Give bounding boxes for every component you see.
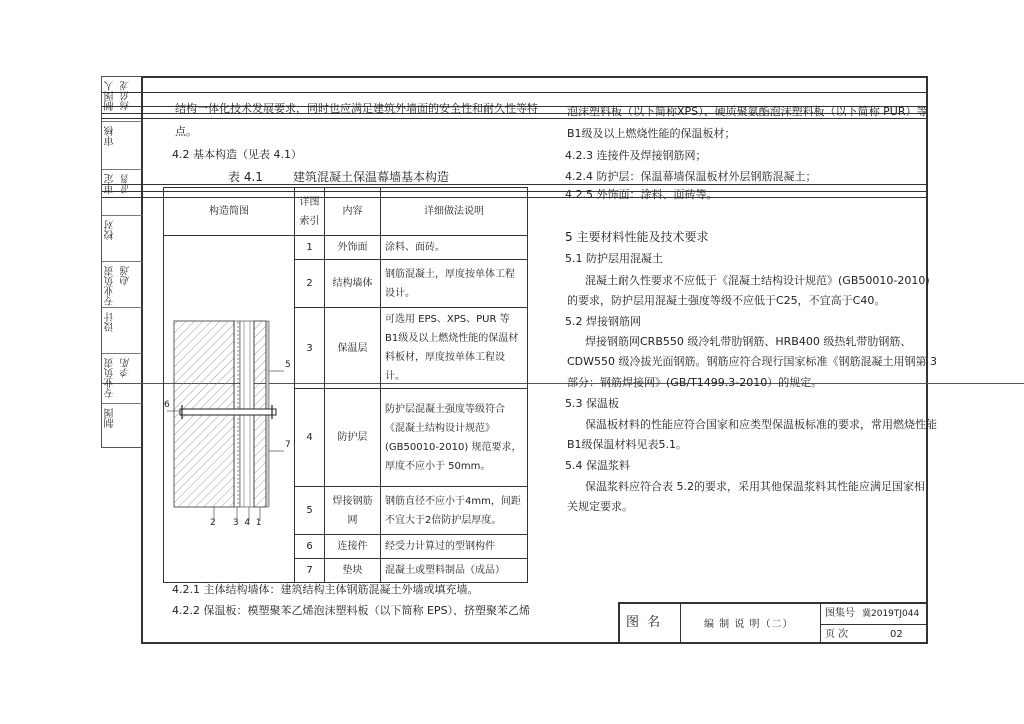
diagram-label-bottom: 2 3 4 1 (210, 518, 262, 528)
sub-5-3: 5.3 保温板 (565, 397, 619, 410)
signoff-row (102, 261, 142, 307)
para-4-2-4: 4.2.4 防护层：保温幕墙保温板材外层钢筋混凝土； (565, 170, 817, 183)
row-index: 7 (295, 559, 325, 583)
row-description: 可选用 EPS、XPS、PUR 等 B1级及以上燃烧性能的保温材料板材，厚度按单体工程设计。 (381, 308, 528, 389)
page-label: 页 次 (825, 629, 849, 640)
row-index: 2 (295, 260, 325, 308)
sub-5-2-text-a: 焊接钢筋网CRB550 级冷轧带肋钢筋、HRB400 级热轧带肋钢筋、 (585, 335, 912, 348)
sub-5-1-text-b: 的要求，防护层用混凝土强度等级不应低于C25，不宜高于C40。 (567, 294, 886, 307)
section-diagram-cell (164, 236, 295, 583)
row-content: 保温层 (325, 308, 381, 389)
signoff-row (102, 403, 142, 449)
para-4-2-5: 4.2.5 外饰面：涂料、面砖等。 (565, 188, 718, 201)
right-line-1: 泡沫塑料板（以下简称XPS）、硬质聚氨酯泡沫塑料板（以下简称 PUR）等 (567, 105, 928, 118)
title-block (618, 602, 928, 644)
sub-5-4-text-b: 关规定要求。 (567, 500, 633, 513)
figure-name-label: 图 名 (626, 615, 663, 630)
right-line-2: B1级及以上燃烧性能的保温板材； (567, 127, 736, 140)
intro-line-1: 结构一体化技术发展要求，同时也应满足建筑外墙面的安全性和耐久性等特 (175, 102, 538, 115)
row-index: 6 (295, 535, 325, 559)
set-number: 冀2019TJ044 (862, 609, 920, 619)
para-4-2-2: 4.2.2 保温板：模塑聚苯乙烯泡沫塑料板（以下简称 EPS）、挤塑聚苯乙烯 (172, 604, 531, 617)
signoff-signature: 李阳 (121, 358, 132, 378)
sub-5-1-text-a: 混凝土耐久性要求不应低于《混凝土结构设计规范》(GB50010-2010) (585, 274, 930, 287)
signoff-label: 制图人 (105, 81, 116, 111)
section-5-heading: 5 主要材料性能及技术要求 (565, 230, 709, 244)
row-description: 钢筋直径不应小于4mm，间距不宜大于2倍防护层厚度。 (381, 487, 528, 535)
para-4-2-3: 4.2.3 连接件及焊接钢筋网； (565, 149, 707, 162)
header-diagram: 构造简图 (164, 188, 295, 236)
row-description: 混凝土或塑料制品（成品） (381, 559, 528, 583)
page-number: 02 (890, 629, 903, 640)
signoff-row (102, 121, 142, 169)
signoff-row (102, 77, 142, 121)
sub-5-4: 5.4 保温浆料 (565, 459, 630, 472)
signoff-signature: 杨依龙 (121, 81, 132, 111)
table-caption-number: 表 4.1 (228, 170, 263, 184)
signoff-row (102, 215, 142, 261)
row-index: 4 (295, 389, 325, 487)
signoff-row (102, 169, 142, 215)
header-content: 内容 (325, 188, 381, 236)
diagram-label-5: 5 (285, 360, 291, 370)
row-content: 焊接钢筋网 (325, 487, 381, 535)
row-index: 5 (295, 487, 325, 535)
signoff-label: 审核 (105, 126, 116, 146)
signoff-label: 制图 (105, 408, 116, 428)
figure-name: 编 制 说 明（二） (704, 619, 794, 630)
row-description: 经受力计算过的型钢构件 (381, 535, 528, 559)
title-divider (820, 624, 928, 625)
row-index: 3 (295, 308, 325, 389)
row-description: 涂料、面砖。 (381, 236, 528, 260)
section-4-2-heading: 4.2 基本构造（见表 4.1） (172, 148, 302, 161)
sub-5-3-text-b: B1级保温材料见表5.1。 (567, 438, 688, 451)
signoff-signature: 高智 (121, 174, 132, 194)
row-content: 垫块 (325, 559, 381, 583)
signoff-row (102, 307, 142, 353)
signoff-label: 专业负责 (105, 358, 116, 398)
diagram-label-7: 7 (285, 440, 291, 450)
row-index: 1 (295, 236, 325, 260)
signoff-signature: 赵逸 (121, 266, 132, 286)
signoff-column (101, 76, 141, 448)
mid-rule-1 (101, 184, 928, 185)
diagram-label-6: 6 (164, 400, 170, 410)
top-rule-1 (101, 92, 928, 93)
row-description: 钢筋混凝土，厚度按单体工程设计。 (381, 260, 528, 308)
title-divider (680, 604, 681, 644)
signoff-label: 设计 (105, 312, 116, 332)
sub-5-3-text-a: 保温板材料的性能应符合国家和应类型保温板标准的要求，常用燃烧性能 (585, 418, 937, 431)
sub-5-4-text-a: 保温浆料应符合表 5.2的要求，采用其他保温浆料其性能应满足国家相 (585, 480, 925, 493)
intro-line-2: 点。 (175, 125, 197, 138)
header-index: 详图索引 (295, 188, 325, 236)
row-content: 结构墙体 (325, 260, 381, 308)
sub-5-1: 5.1 防护层用混凝土 (565, 252, 663, 265)
row-description: 防护层混凝土强度等级符合《混凝土结构设计规范》(GB50010-2010) 规范要求，厚度不应小于 50mm。 (381, 389, 528, 487)
header-description: 详细做法说明 (381, 188, 528, 236)
row-content: 防护层 (325, 389, 381, 487)
sub-5-2: 5.2 焊接钢筋网 (565, 315, 641, 328)
signoff-label: 专业负责 (105, 266, 116, 306)
set-number-label: 图集号 (825, 608, 855, 619)
construction-table (163, 187, 528, 583)
para-4-2-1: 4.2.1 主体结构墙体：建筑结构主体钢筋混凝土外墙或填充墙。 (172, 583, 479, 596)
signoff-row (102, 353, 142, 403)
row-content: 外饰面 (325, 236, 381, 260)
sub-5-2-text-c: 部分：钢筋焊接网》(GB/T1499.3-2010）的规定。 (567, 376, 823, 389)
sub-5-2-text-b: CDW550 级冷拔光面钢筋。钢筋应符合现行国家标准《钢筋混凝土用钢第 3 (567, 355, 938, 368)
table-caption-title: 建筑混凝土保温幕墙基本构造 (293, 170, 450, 184)
signoff-label: 审定 (105, 174, 116, 194)
row-content: 连接件 (325, 535, 381, 559)
signoff-label: 校对 (105, 220, 116, 240)
